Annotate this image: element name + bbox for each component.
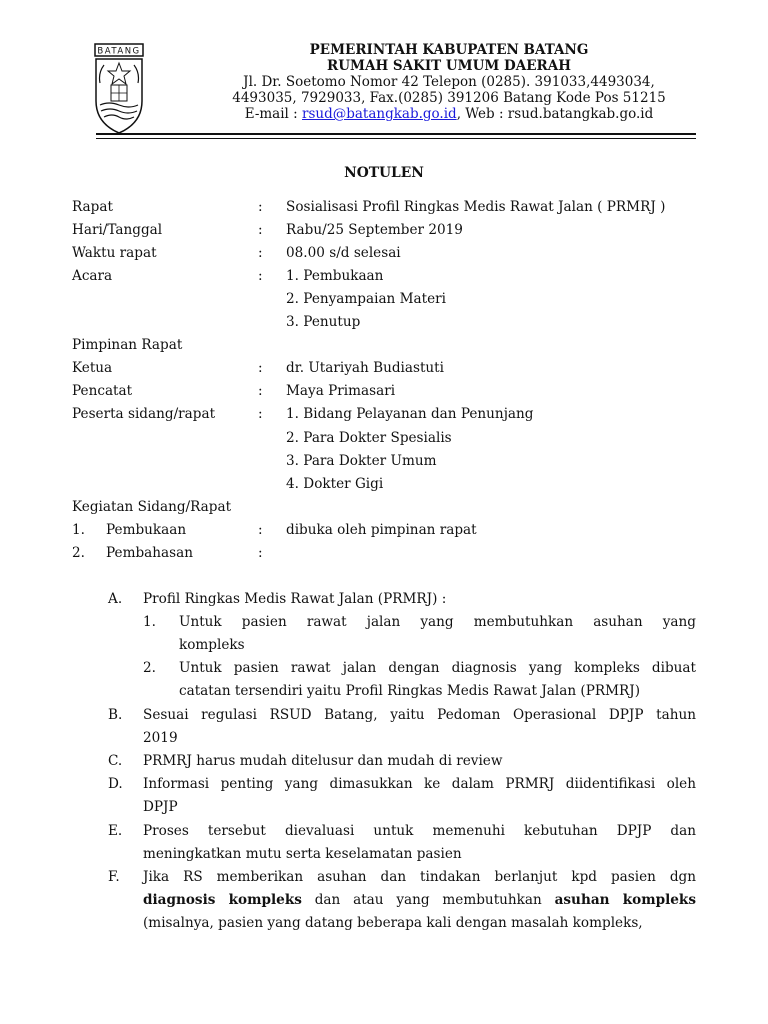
hospital-name: RUMAH SAKIT UMUM DAERAH [327,58,571,74]
address-line-1: Jl. Dr. Soetomo Nomor 42 Telepon (0285). 391033,4493034, [243,74,655,90]
point-text: meningkatkan mutu serta keselamatan pasien [143,846,462,862]
point-text: Jika RS memberikan asuhan dan tindakan berlanjut kpd pasien dgn [143,869,696,885]
point-f-line3 [0,912,768,934]
participant: 3. Para Dokter Umum [286,453,437,469]
recorder-label: Pencatat [72,383,133,399]
point-letter: E. [108,823,123,839]
colon: : [258,199,263,215]
letterhead [205,42,693,122]
point-letter: C. [108,753,123,769]
contact-line [205,106,693,122]
heading-text: Kegiatan Sidang/Rapat [72,499,232,515]
participant-row [0,450,768,472]
agenda-text: 3. Penutup [286,314,361,330]
point-letter: A. [108,591,123,607]
colon: : [258,383,263,399]
letterhead-rule-thin [96,138,696,139]
meta-value: Sosialisasi Profil Ringkas Medis Rawat Jalan ( PRMRJ ) [286,199,666,215]
activity-row [0,542,768,564]
sub-text: kompleks [179,637,245,653]
agenda-item [0,311,768,333]
point-f-line2 [0,889,768,911]
participant-row [0,473,768,495]
org-name: PEMERINTAH KABUPATEN BATANG [309,42,589,58]
point-text: Informasi penting yang dimasukkan ke dalam PRMRJ diidentifikasi oleh [143,776,696,792]
meta-label: Waktu rapat [72,245,157,261]
point-text: Sesuai regulasi RSUD Batang, yaitu Pedoman Operasional DPJP tahun [143,707,696,723]
sub-text: Untuk pasien rawat jalan yang membutuhkan asuhan yang [179,614,696,630]
address-line-2: 4493035, 7929033, Fax.(0285) 391206 Batang Kode Pos 51215 [232,90,666,106]
point-a1-cont [0,634,768,656]
meta-row-rapat [0,196,768,218]
point-a2-cont [0,680,768,702]
colon: : [258,222,263,238]
letterhead-rule-thick [96,133,696,135]
sub-number: 1. [143,614,156,630]
point-text [143,889,696,911]
chair-row [0,357,768,379]
colon: : [258,245,263,261]
email-link[interactable]: rsud@batangkab.go.id [302,106,457,122]
colon: : [258,406,263,422]
point-letter: B. [108,707,123,723]
point-text: Profil Ringkas Medis Rawat Jalan (PRMRJ) : [143,591,447,607]
meta-row-agenda [0,265,768,287]
meta-label: Acara [72,268,113,284]
meta-value: 08.00 s/d selesai [286,245,401,261]
participant: 4. Dokter Gigi [286,476,384,492]
heading-text: Pimpinan Rapat [72,337,183,353]
chair-label: Ketua [72,360,113,376]
participant: 2. Para Dokter Spesialis [286,430,452,446]
point-c [0,750,768,772]
mid-text: dan atau yang membutuhkan [301,892,555,908]
point-d [0,773,768,795]
activity-label: Pembahasan [106,545,193,561]
point-text: DPJP [143,799,178,815]
point-a2 [0,657,768,679]
activity-label: Pembukaan [106,522,187,538]
agenda-text: 2. Penyampaian Materi [286,291,447,307]
point-text: 2019 [143,730,178,746]
activity-number: 2. [72,545,85,561]
sub-text: Untuk pasien rawat jalan dengan diagnosis yang kompleks dibuat [179,660,696,676]
sub-text: catatan tersendiri yaitu Profil Ringkas Medis Rawat Jalan (PRMRJ) [179,683,640,699]
point-b [0,704,768,726]
activity-value: dibuka oleh pimpinan rapat [286,522,477,538]
batang-regency-seal [94,43,144,135]
activity-row [0,519,768,541]
email-label: E-mail : [244,106,303,122]
recorder-row [0,380,768,402]
point-text: (misalnya, pasien yang datang beberapa kali dengan masalah kompleks, [143,915,643,931]
leadership-heading [0,334,768,356]
document-title: NOTULEN [344,165,424,181]
point-e [0,820,768,842]
colon: : [258,268,263,284]
colon: : [258,522,263,538]
bold-diagnosis: diagnosis kompleks [143,892,302,908]
chair-name: dr. Utariyah Budiastuti [286,360,444,376]
participants-label: Peserta sidang/rapat [72,406,216,422]
point-a1 [0,611,768,633]
seal-text: BATANG [97,46,141,57]
meta-label: Rapat [72,199,113,215]
point-d-cont [0,796,768,818]
point-f [0,866,768,888]
activity-number: 1. [72,522,85,538]
point-e-cont [0,843,768,865]
meta-value: Rabu/25 September 2019 [286,222,463,238]
colon: : [258,545,263,561]
point-text: PRMRJ harus mudah ditelusur dan mudah di review [143,753,503,769]
meta-row-date [0,219,768,241]
participants-row [0,403,768,425]
agenda-item [0,288,768,310]
point-text: Proses tersebut dievaluasi untuk memenuhi kebutuhan DPJP dan [143,823,696,839]
bold-asuhan: asuhan kompleks [554,892,697,908]
point-b-cont [0,727,768,749]
point-letter: D. [108,776,123,792]
web-text: , Web : rsud.batangkab.go.id [456,106,654,122]
participant: 1. Bidang Pelayanan dan Penunjang [286,406,534,422]
sub-number: 2. [143,660,156,676]
recorder-name: Maya Primasari [286,383,396,399]
point-letter: F. [108,869,120,885]
participant-row [0,427,768,449]
meta-label: Hari/Tanggal [72,222,163,238]
meta-value: 1. Pembukaan [286,268,384,284]
point-a [0,588,768,610]
colon: : [258,360,263,376]
meta-row-time [0,242,768,264]
activities-heading [0,496,768,518]
